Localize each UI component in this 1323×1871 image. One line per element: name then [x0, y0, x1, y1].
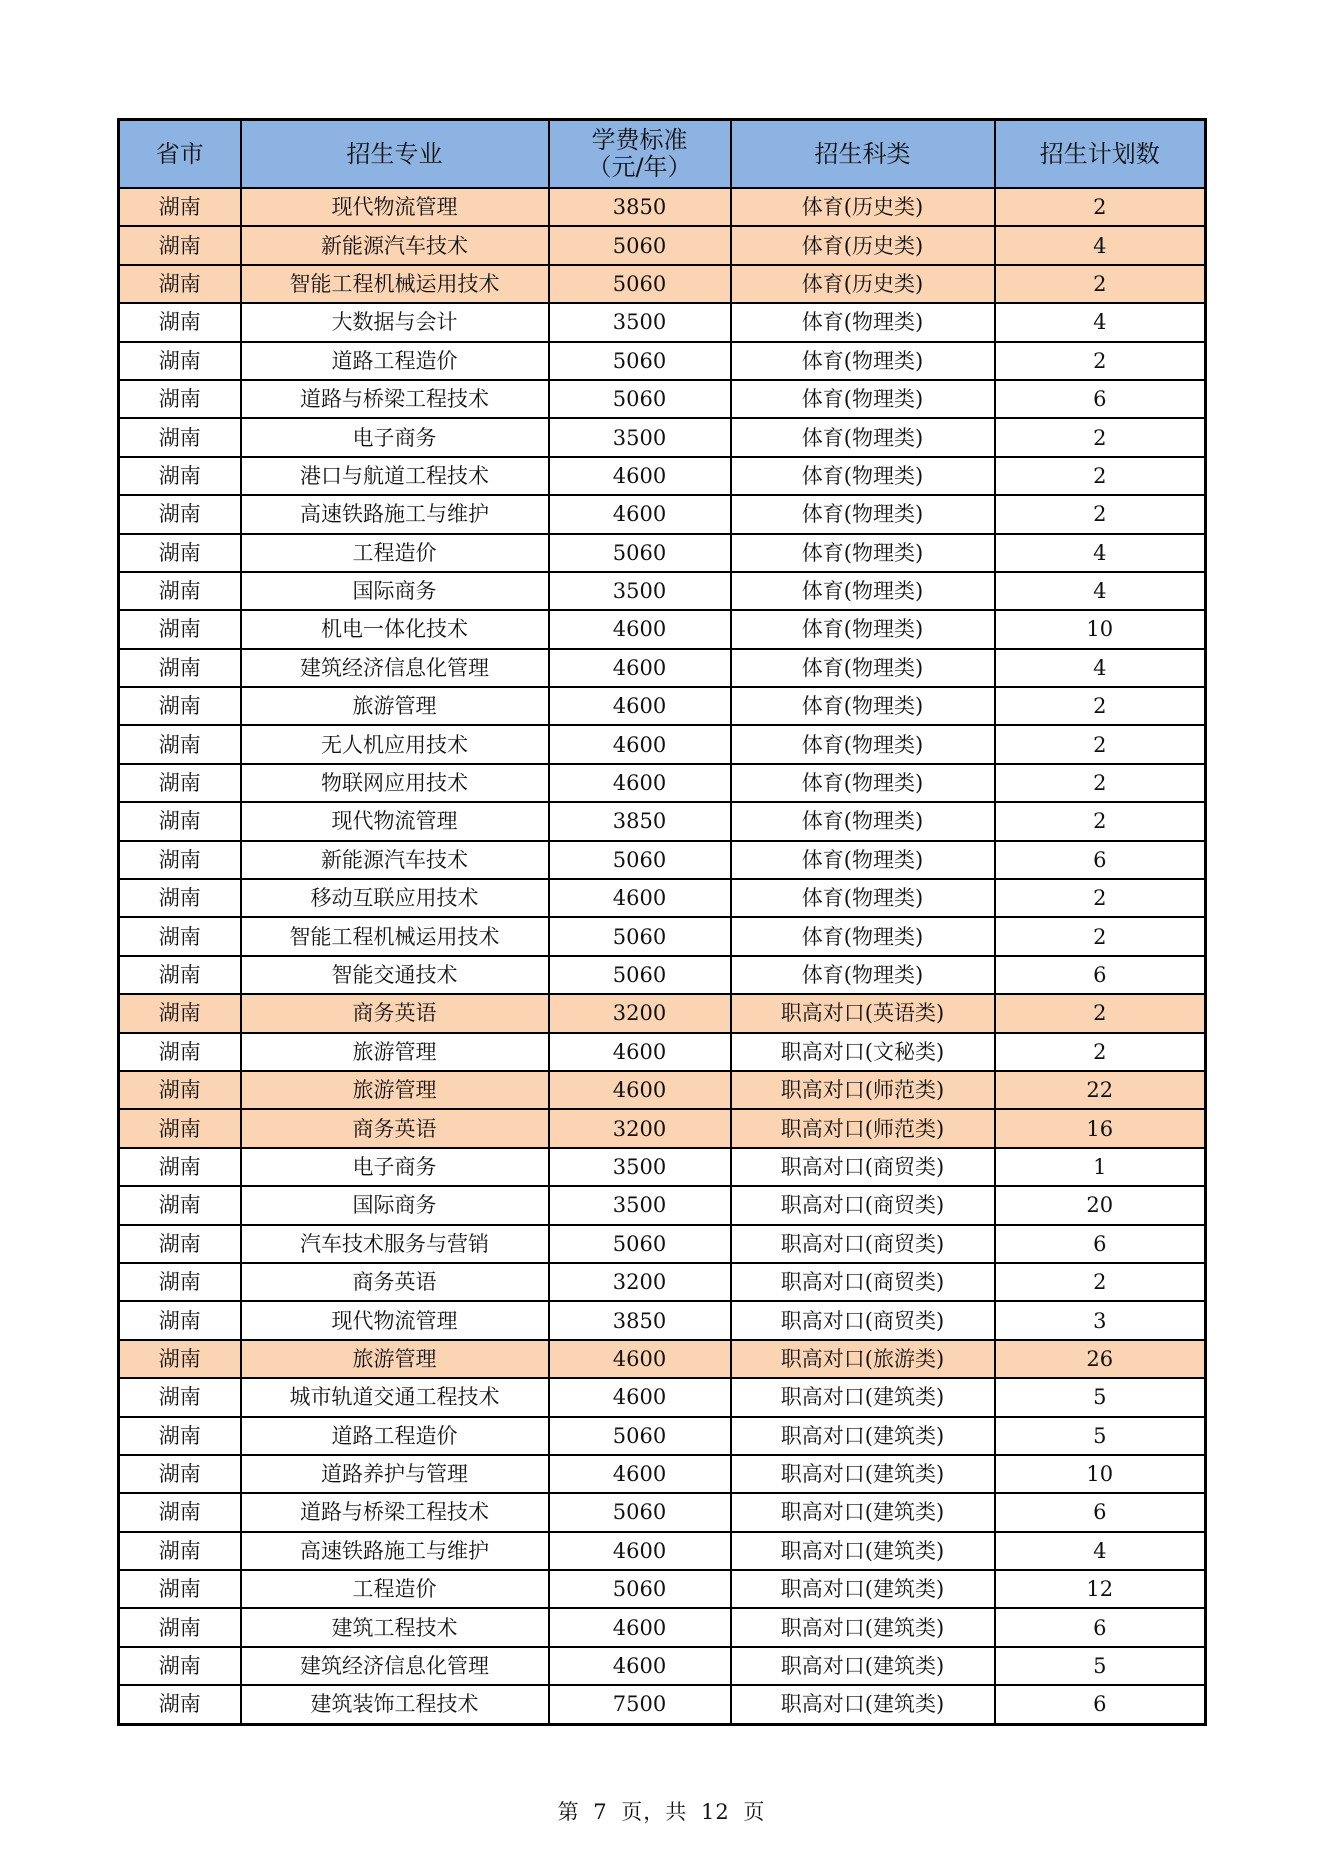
cell-province: 湖南: [119, 1148, 241, 1186]
table-row: [119, 342, 1206, 380]
cell-major: 商务英语: [241, 1263, 549, 1301]
table-row: [119, 495, 1206, 533]
cell-province: 湖南: [119, 879, 241, 917]
table-row: [119, 1148, 1206, 1186]
cell-category: 职高对口(商贸类): [731, 1301, 995, 1339]
table-row: [119, 917, 1206, 955]
cell-quota: 6: [995, 841, 1206, 879]
table-row: [119, 1647, 1206, 1685]
table-body: [119, 188, 1206, 1724]
cell-quota: 4: [995, 1532, 1206, 1570]
cell-major: 大数据与会计: [241, 303, 549, 341]
cell-fee: 3200: [549, 994, 731, 1032]
cell-quota: 16: [995, 1109, 1206, 1147]
cell-category: 职高对口(建筑类): [731, 1608, 995, 1646]
cell-quota: 5: [995, 1417, 1206, 1455]
cell-fee: 3500: [549, 572, 731, 610]
table-row: [119, 265, 1206, 303]
cell-category: 体育(物理类): [731, 457, 995, 495]
cell-major: 物联网应用技术: [241, 764, 549, 802]
cell-fee: 4600: [549, 879, 731, 917]
cell-province: 湖南: [119, 1493, 241, 1531]
cell-category: 职高对口(商贸类): [731, 1263, 995, 1301]
cell-quota: 4: [995, 572, 1206, 610]
cell-fee: 4600: [549, 1455, 731, 1493]
cell-fee: 4600: [549, 764, 731, 802]
cell-major: 建筑经济信息化管理: [241, 1647, 549, 1685]
cell-province: 湖南: [119, 226, 241, 264]
cell-province: 湖南: [119, 687, 241, 725]
cell-major: 城市轨道交通工程技术: [241, 1378, 549, 1416]
cell-fee: 4600: [549, 1378, 731, 1416]
cell-fee: 7500: [549, 1685, 731, 1724]
cell-province: 湖南: [119, 418, 241, 456]
table-row: [119, 303, 1206, 341]
cell-major: 现代物流管理: [241, 802, 549, 840]
cell-fee: 3850: [549, 1301, 731, 1339]
cell-fee: 4600: [549, 495, 731, 533]
cell-fee: 4600: [549, 649, 731, 687]
cell-fee: 5060: [549, 956, 731, 994]
cell-category: 体育(物理类): [731, 418, 995, 456]
cell-province: 湖南: [119, 1109, 241, 1147]
cell-category: 体育(物理类): [731, 534, 995, 572]
cell-quota: 2: [995, 802, 1206, 840]
cell-major: 智能交通技术: [241, 956, 549, 994]
cell-fee: 4600: [549, 610, 731, 648]
cell-category: 职高对口(商贸类): [731, 1186, 995, 1224]
cell-fee: 5060: [549, 1417, 731, 1455]
cell-province: 湖南: [119, 303, 241, 341]
table-row: [119, 1493, 1206, 1531]
header-category: 招生科类: [731, 120, 995, 189]
cell-fee: 5060: [549, 1225, 731, 1263]
cell-category: 职高对口(建筑类): [731, 1493, 995, 1531]
cell-category: 体育(物理类): [731, 841, 995, 879]
cell-fee: 5060: [549, 1493, 731, 1531]
cell-fee: 3500: [549, 303, 731, 341]
cell-quota: 2: [995, 457, 1206, 495]
cell-category: 体育(物理类): [731, 917, 995, 955]
cell-quota: 2: [995, 418, 1206, 456]
cell-province: 湖南: [119, 610, 241, 648]
cell-category: 体育(物理类): [731, 802, 995, 840]
cell-quota: 5: [995, 1378, 1206, 1416]
cell-province: 湖南: [119, 495, 241, 533]
cell-quota: 10: [995, 610, 1206, 648]
table-row: [119, 725, 1206, 763]
cell-quota: 26: [995, 1340, 1206, 1378]
cell-fee: 4600: [549, 457, 731, 495]
header-fee-line1: 学费标准: [591, 126, 688, 154]
cell-major: 建筑经济信息化管理: [241, 649, 549, 687]
cell-quota: 2: [995, 1033, 1206, 1071]
cell-major: 港口与航道工程技术: [241, 457, 549, 495]
cell-province: 湖南: [119, 994, 241, 1032]
cell-fee: 5060: [549, 380, 731, 418]
cell-fee: 4600: [549, 1033, 731, 1071]
table-row: [119, 1532, 1206, 1570]
cell-major: 道路与桥梁工程技术: [241, 380, 549, 418]
cell-province: 湖南: [119, 265, 241, 303]
cell-quota: 6: [995, 1608, 1206, 1646]
cell-major: 道路工程造价: [241, 1417, 549, 1455]
cell-major: 机电一体化技术: [241, 610, 549, 648]
table-row: [119, 1109, 1206, 1147]
table-row: [119, 687, 1206, 725]
cell-major: 电子商务: [241, 1148, 549, 1186]
cell-category: 职高对口(建筑类): [731, 1570, 995, 1608]
table-row: [119, 956, 1206, 994]
cell-major: 移动互联应用技术: [241, 879, 549, 917]
cell-category: 职高对口(建筑类): [731, 1417, 995, 1455]
cell-major: 国际商务: [241, 572, 549, 610]
cell-major: 旅游管理: [241, 1340, 549, 1378]
cell-quota: 4: [995, 534, 1206, 572]
cell-major: 旅游管理: [241, 1071, 549, 1109]
cell-fee: 3850: [549, 802, 731, 840]
cell-quota: 4: [995, 303, 1206, 341]
enrollment-plan-table: [117, 118, 1207, 1726]
cell-quota: 1: [995, 1148, 1206, 1186]
table-row: [119, 802, 1206, 840]
cell-major: 新能源汽车技术: [241, 841, 549, 879]
cell-category: 体育(物理类): [731, 303, 995, 341]
cell-fee: 4600: [549, 1532, 731, 1570]
cell-major: 道路工程造价: [241, 342, 549, 380]
header-fee-line2: （元/年）: [587, 153, 692, 181]
cell-fee: 5060: [549, 265, 731, 303]
cell-category: 职高对口(旅游类): [731, 1340, 995, 1378]
cell-category: 职高对口(建筑类): [731, 1455, 995, 1493]
cell-major: 新能源汽车技术: [241, 226, 549, 264]
cell-major: 商务英语: [241, 1109, 549, 1147]
table-row: [119, 1263, 1206, 1301]
cell-major: 汽车技术服务与营销: [241, 1225, 549, 1263]
cell-category: 体育(历史类): [731, 226, 995, 264]
cell-fee: 3500: [549, 1186, 731, 1224]
table-row: [119, 764, 1206, 802]
table-row: [119, 226, 1206, 264]
cell-quota: 2: [995, 764, 1206, 802]
table-row: [119, 1455, 1206, 1493]
cell-category: 职高对口(商贸类): [731, 1148, 995, 1186]
cell-province: 湖南: [119, 725, 241, 763]
cell-major: 高速铁路施工与维护: [241, 1532, 549, 1570]
header-fee: [549, 120, 731, 189]
cell-major: 智能工程机械运用技术: [241, 265, 549, 303]
cell-quota: 5: [995, 1647, 1206, 1685]
cell-quota: 6: [995, 1225, 1206, 1263]
cell-major: 道路与桥梁工程技术: [241, 1493, 549, 1531]
cell-fee: 4600: [549, 687, 731, 725]
cell-province: 湖南: [119, 380, 241, 418]
cell-quota: 2: [995, 342, 1206, 380]
table-row: [119, 1570, 1206, 1608]
cell-province: 湖南: [119, 1378, 241, 1416]
cell-category: 体育(历史类): [731, 188, 995, 226]
cell-major: 旅游管理: [241, 1033, 549, 1071]
cell-category: 体育(物理类): [731, 725, 995, 763]
table-row: [119, 1301, 1206, 1339]
cell-quota: 3: [995, 1301, 1206, 1339]
cell-province: 湖南: [119, 1455, 241, 1493]
table-row: [119, 841, 1206, 879]
cell-major: 电子商务: [241, 418, 549, 456]
cell-major: 旅游管理: [241, 687, 549, 725]
header-major: 招生专业: [241, 120, 549, 189]
header-quota: 招生计划数: [995, 120, 1206, 189]
cell-province: 湖南: [119, 534, 241, 572]
table-row: [119, 1033, 1206, 1071]
table-row: [119, 1417, 1206, 1455]
cell-category: 职高对口(建筑类): [731, 1378, 995, 1416]
cell-major: 工程造价: [241, 534, 549, 572]
cell-fee: 5060: [549, 226, 731, 264]
cell-province: 湖南: [119, 1417, 241, 1455]
cell-fee: 3500: [549, 418, 731, 456]
cell-quota: 12: [995, 1570, 1206, 1608]
cell-category: 职高对口(建筑类): [731, 1532, 995, 1570]
table-row: [119, 188, 1206, 226]
cell-category: 体育(物理类): [731, 687, 995, 725]
cell-fee: 5060: [549, 342, 731, 380]
cell-major: 无人机应用技术: [241, 725, 549, 763]
cell-major: 商务英语: [241, 994, 549, 1032]
cell-quota: 2: [995, 687, 1206, 725]
cell-province: 湖南: [119, 1532, 241, 1570]
cell-major: 现代物流管理: [241, 1301, 549, 1339]
cell-quota: 6: [995, 1685, 1206, 1724]
cell-major: 建筑工程技术: [241, 1608, 549, 1646]
cell-province: 湖南: [119, 649, 241, 687]
cell-major: 工程造价: [241, 1570, 549, 1608]
cell-province: 湖南: [119, 802, 241, 840]
table-row: [119, 1186, 1206, 1224]
cell-fee: 5060: [549, 1570, 731, 1608]
page-number-footer: 第 7 页，共 12 页: [557, 1800, 766, 1824]
cell-quota: 4: [995, 649, 1206, 687]
cell-province: 湖南: [119, 1608, 241, 1646]
cell-major: 道路养护与管理: [241, 1455, 549, 1493]
table-row: [119, 418, 1206, 456]
cell-fee: 5060: [549, 534, 731, 572]
cell-quota: 2: [995, 265, 1206, 303]
cell-category: 体育(物理类): [731, 764, 995, 802]
cell-fee: 5060: [549, 841, 731, 879]
cell-quota: 2: [995, 725, 1206, 763]
cell-category: 职高对口(文秘类): [731, 1033, 995, 1071]
cell-province: 湖南: [119, 917, 241, 955]
table-row: [119, 457, 1206, 495]
cell-category: 体育(物理类): [731, 956, 995, 994]
cell-category: 职高对口(师范类): [731, 1109, 995, 1147]
cell-province: 湖南: [119, 572, 241, 610]
cell-quota: 6: [995, 1493, 1206, 1531]
cell-province: 湖南: [119, 1570, 241, 1608]
cell-category: 体育(物理类): [731, 495, 995, 533]
cell-fee: 4600: [549, 725, 731, 763]
cell-quota: 2: [995, 1263, 1206, 1301]
cell-category: 职高对口(商贸类): [731, 1225, 995, 1263]
table-row: [119, 1378, 1206, 1416]
cell-major: 国际商务: [241, 1186, 549, 1224]
cell-quota: 2: [995, 879, 1206, 917]
cell-fee: 3850: [549, 188, 731, 226]
table-row: [119, 1225, 1206, 1263]
cell-quota: 6: [995, 956, 1206, 994]
header-province: 省市: [119, 120, 241, 189]
cell-category: 职高对口(师范类): [731, 1071, 995, 1109]
table-row: [119, 534, 1206, 572]
cell-category: 体育(物理类): [731, 610, 995, 648]
cell-category: 职高对口(建筑类): [731, 1647, 995, 1685]
cell-province: 湖南: [119, 1685, 241, 1724]
cell-quota: 4: [995, 226, 1206, 264]
cell-major: 现代物流管理: [241, 188, 549, 226]
cell-province: 湖南: [119, 841, 241, 879]
cell-category: 体育(历史类): [731, 265, 995, 303]
table-row: [119, 1608, 1206, 1646]
table-row: [119, 1340, 1206, 1378]
cell-province: 湖南: [119, 457, 241, 495]
cell-province: 湖南: [119, 1647, 241, 1685]
table-row: [119, 610, 1206, 648]
cell-category: 体育(物理类): [731, 342, 995, 380]
cell-category: 体育(物理类): [731, 572, 995, 610]
cell-fee: 4600: [549, 1608, 731, 1646]
table-header-row: [119, 120, 1206, 189]
cell-category: 体育(物理类): [731, 879, 995, 917]
table-row: [119, 572, 1206, 610]
cell-major: 高速铁路施工与维护: [241, 495, 549, 533]
cell-province: 湖南: [119, 342, 241, 380]
cell-category: 体育(物理类): [731, 649, 995, 687]
cell-fee: 5060: [549, 917, 731, 955]
cell-fee: 3500: [549, 1148, 731, 1186]
cell-quota: 2: [995, 495, 1206, 533]
cell-province: 湖南: [119, 1186, 241, 1224]
cell-major: 建筑装饰工程技术: [241, 1685, 549, 1724]
cell-fee: 4600: [549, 1340, 731, 1378]
table-row: [119, 879, 1206, 917]
cell-fee: 4600: [549, 1071, 731, 1109]
cell-province: 湖南: [119, 764, 241, 802]
cell-quota: 2: [995, 994, 1206, 1032]
cell-category: 职高对口(英语类): [731, 994, 995, 1032]
table-row: [119, 380, 1206, 418]
cell-major: 智能工程机械运用技术: [241, 917, 549, 955]
cell-province: 湖南: [119, 1225, 241, 1263]
cell-fee: 3200: [549, 1263, 731, 1301]
table-row: [119, 1071, 1206, 1109]
cell-quota: 2: [995, 188, 1206, 226]
cell-quota: 2: [995, 917, 1206, 955]
cell-province: 湖南: [119, 1340, 241, 1378]
cell-quota: 10: [995, 1455, 1206, 1493]
cell-province: 湖南: [119, 1263, 241, 1301]
cell-province: 湖南: [119, 1301, 241, 1339]
cell-fee: 3200: [549, 1109, 731, 1147]
table-row: [119, 1685, 1206, 1724]
cell-fee: 4600: [549, 1647, 731, 1685]
cell-category: 体育(物理类): [731, 380, 995, 418]
cell-province: 湖南: [119, 1071, 241, 1109]
cell-quota: 20: [995, 1186, 1206, 1224]
table-row: [119, 649, 1206, 687]
cell-quota: 22: [995, 1071, 1206, 1109]
table-row: [119, 994, 1206, 1032]
cell-category: 职高对口(建筑类): [731, 1685, 995, 1724]
cell-province: 湖南: [119, 956, 241, 994]
cell-quota: 6: [995, 380, 1206, 418]
cell-province: 湖南: [119, 188, 241, 226]
cell-province: 湖南: [119, 1033, 241, 1071]
